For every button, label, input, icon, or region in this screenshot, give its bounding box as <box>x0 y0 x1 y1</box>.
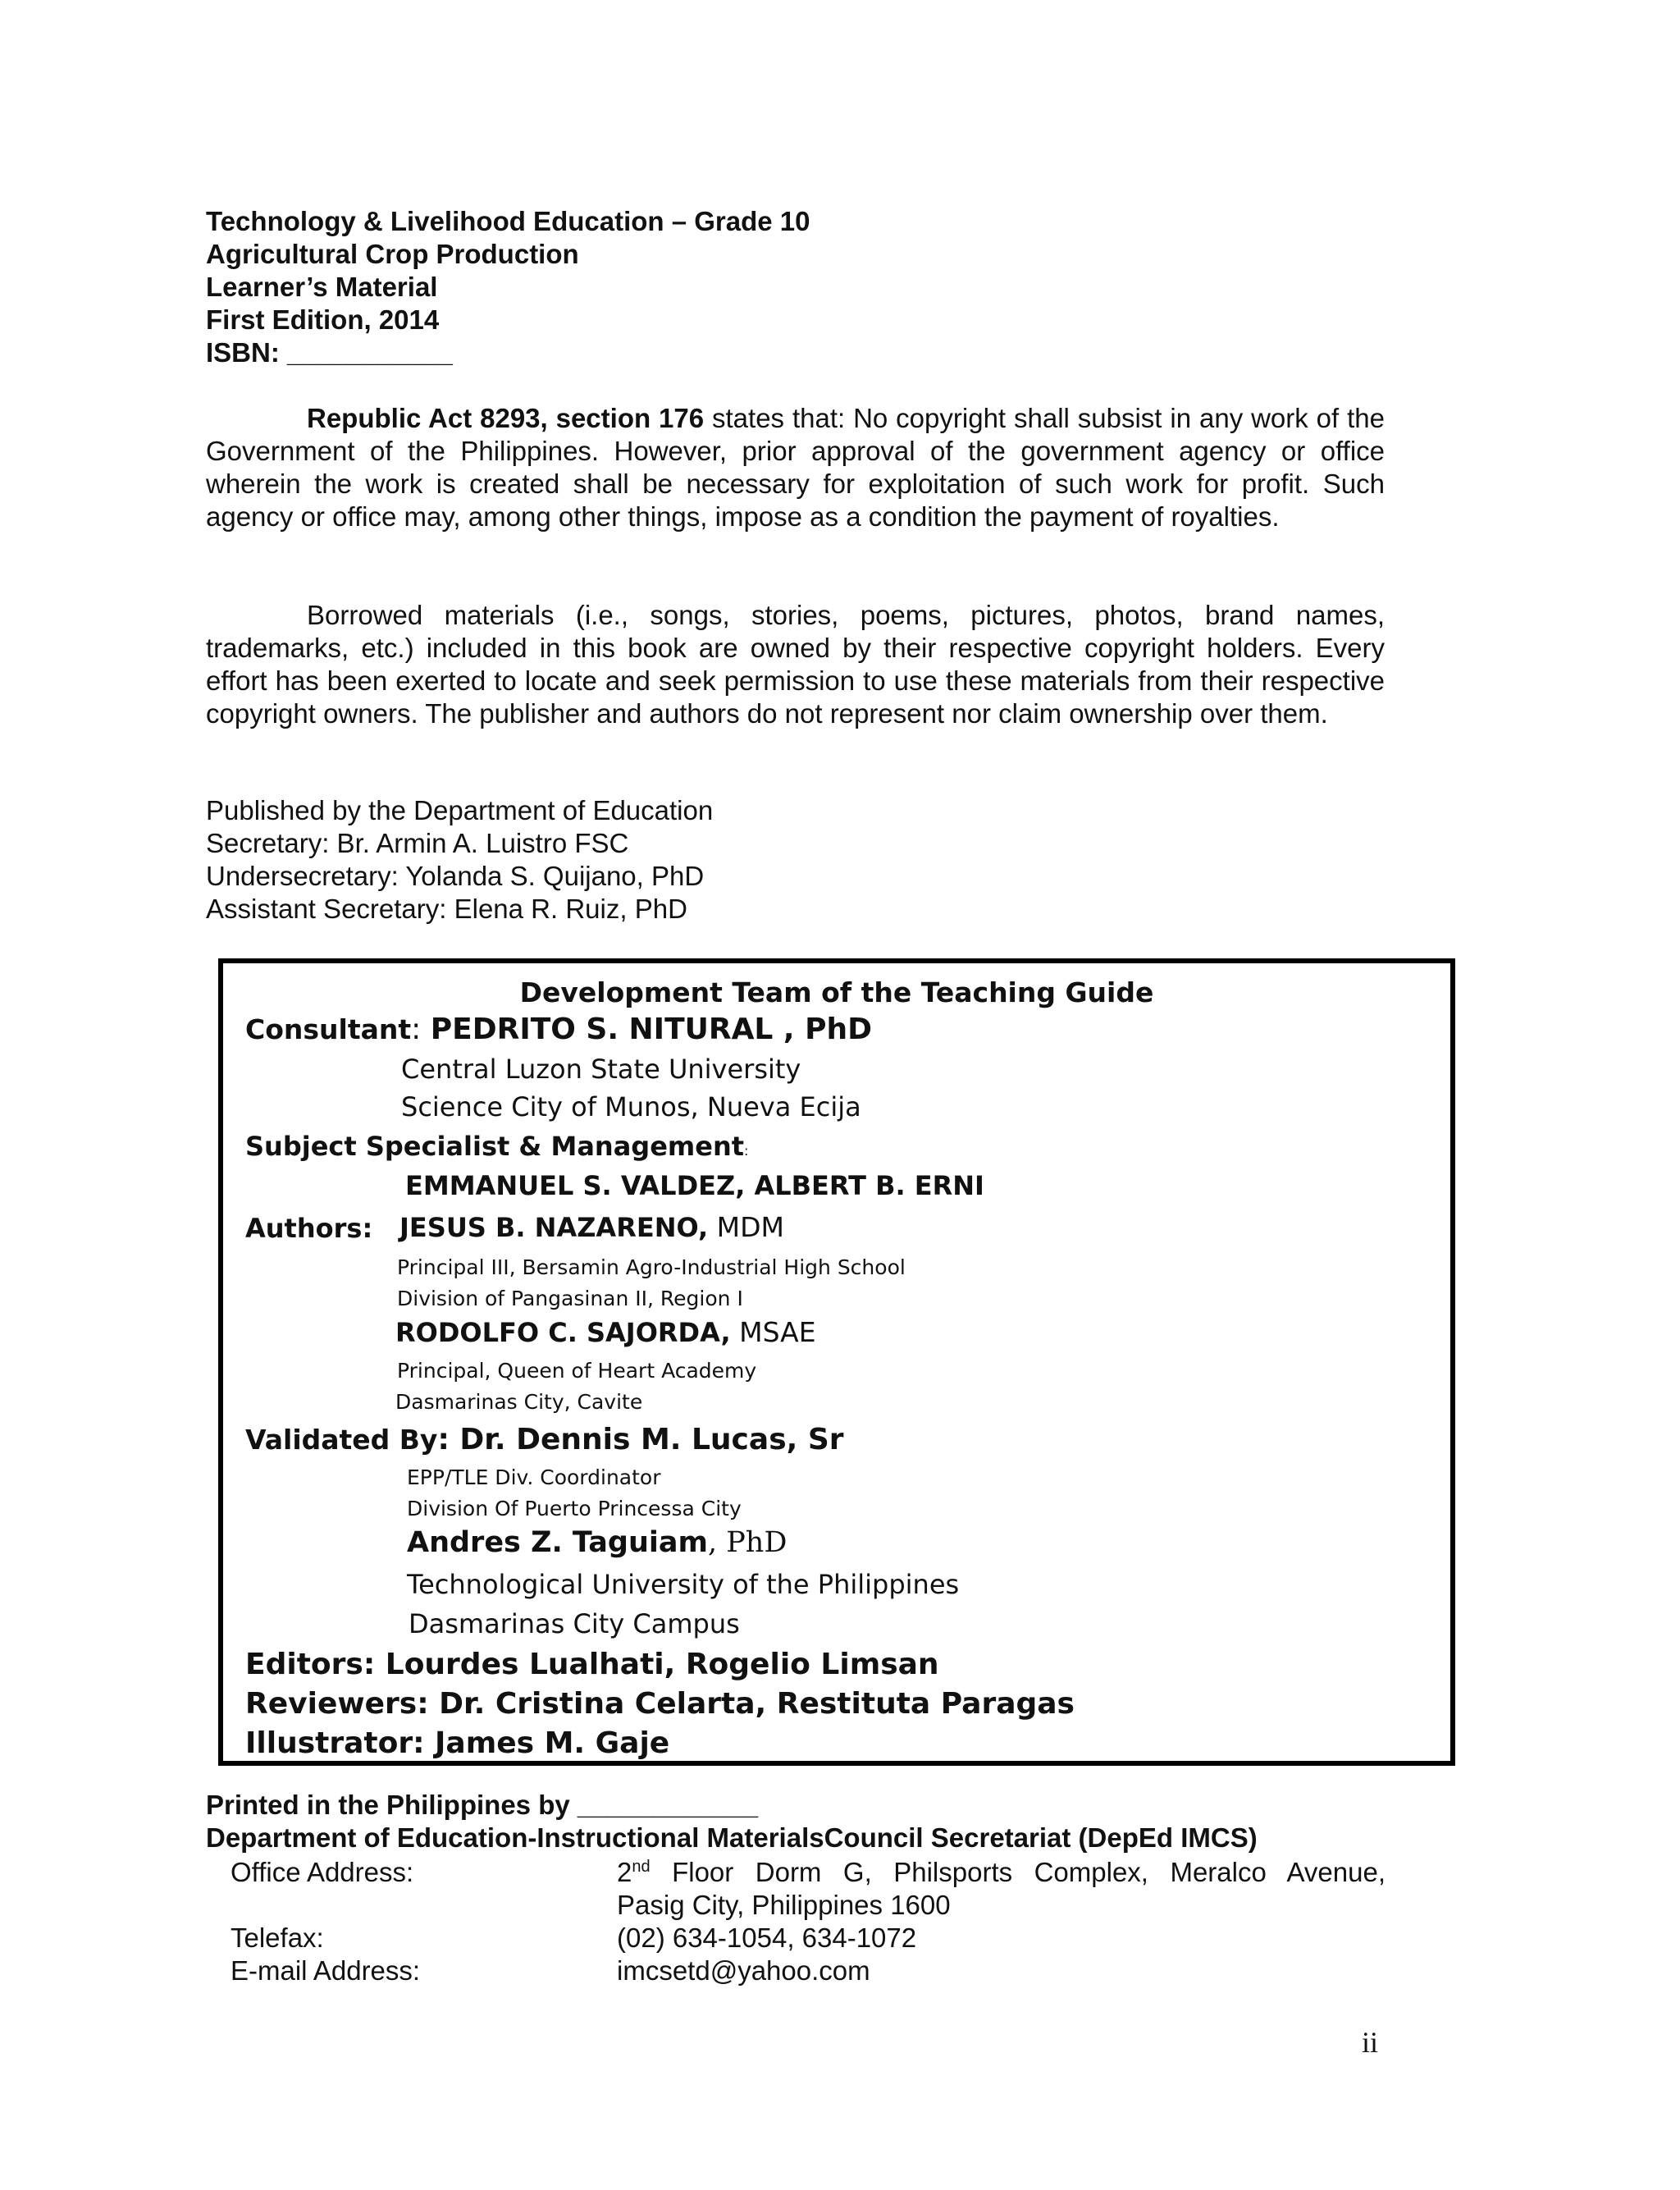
validator-1-affiliation-2: Division Of Puerto Princessa City <box>407 1497 742 1520</box>
reviewers-line <box>245 1687 1075 1721</box>
copyright-text: states that: No copyright shall subsist in any work of the Government of the Philippines. However, prior approval of the government agency or office wherein the work is created shall be necessary for exploitation of such work for profit. Such agency or office may, among other things, impose as a condition the payment of royalties. <box>206 403 1385 532</box>
author-1-line <box>399 1211 784 1243</box>
edition-line: First Edition, 2014 <box>206 304 440 335</box>
author-2-affiliation-1: Principal, Queen of Heart Academy <box>397 1359 757 1383</box>
validator-2-degree: , PhD <box>707 1526 788 1559</box>
office-address-label: Office Address: <box>231 1857 414 1887</box>
borrowed-materials-text: Borrowed materials (i.e., songs, stories, poems, pictures, photos, brand names, trademarks, etc.) included in this book are owned by their respective copyright holders. Every effort has been exerted to locate and seek permission to use these materials from their respective copyright owners. The publisher and authors do not represent nor claim ownership over them. <box>206 600 1385 729</box>
subject-specialist-line: Subject Specialist & Management: <box>245 1131 749 1162</box>
assistant-secretary-line: Assistant Secretary: Elena R. Ruiz, PhD <box>206 894 687 924</box>
telefax-value: (02) 634-1054, 634-1072 <box>617 1923 917 1953</box>
printed-by-line: Printed in the Philippines by ____________ <box>206 1790 759 1820</box>
validator-2-line <box>407 1526 787 1559</box>
book-subject-title: Agricultural Crop Production <box>206 239 579 269</box>
author-2-affiliation-2: Dasmarinas City, Cavite <box>395 1390 643 1414</box>
consultant-name: PEDRITO S. NITURAL , PhD <box>430 1013 873 1046</box>
consultant-label: Consultant <box>245 1013 412 1045</box>
office-address-line-2: Pasig City, Philippines 1600 <box>617 1890 951 1920</box>
material-type: Learner’s Material <box>206 272 438 302</box>
authors-label: Authors: <box>245 1213 373 1244</box>
validator-1-name: : Dr. Dennis M. Lucas, Sr <box>437 1423 844 1456</box>
book-header <box>206 205 810 369</box>
author-1-affiliation-1: Principal III, Bersamin Agro-Industrial High School <box>397 1255 906 1279</box>
publisher-block <box>206 794 713 926</box>
consultant-line: Consultant: PEDRITO S. NITURAL , PhD <box>245 1013 873 1046</box>
author-2-degree: MSAE <box>730 1316 816 1348</box>
email-label: E-mail Address: <box>231 1955 421 1986</box>
undersecretary-line: Undersecretary: Yolanda S. Quijano, PhD <box>206 861 705 891</box>
validated-by-line <box>245 1423 844 1456</box>
copyright-paragraph <box>206 402 1385 533</box>
consultant-affiliation-2: Science City of Munos, Nueva Ecija <box>401 1091 861 1122</box>
book-series-title: Technology & Livelihood Education – Grade 10 <box>206 206 810 236</box>
page-number: ii <box>1362 2026 1379 2059</box>
published-by: Published by the Department of Education <box>206 795 714 825</box>
editors-line: Editors: Lourdes Lualhati, Rogelio Limsan <box>245 1648 939 1681</box>
validator-2-affiliation-1: Technological University of the Philippines <box>407 1569 960 1600</box>
validated-by-label: Validated By <box>245 1424 438 1456</box>
author-2-line <box>395 1316 816 1348</box>
author-1-degree: MDM <box>708 1211 784 1243</box>
subject-specialist-names: EMMANUEL S. VALDEZ, ALBERT B. ERNI <box>405 1170 984 1201</box>
author-2-name: RODOLFO C. SAJORDA, <box>395 1317 731 1348</box>
illustrator-line: Illustrator: James M. Gaje <box>245 1726 670 1760</box>
consultant-affiliation-1: Central Luzon State University <box>401 1054 801 1085</box>
telefax-label: Telefax: <box>231 1923 324 1953</box>
isbn-line: ISBN: ___________ <box>206 337 453 368</box>
secretary-line: Secretary: Br. Armin A. Luistro FSC <box>206 828 629 858</box>
borrowed-materials-paragraph <box>206 599 1385 730</box>
validator-2-affiliation-2: Dasmarinas City Campus <box>409 1608 740 1639</box>
printing-block <box>206 1789 1258 1854</box>
development-team-box <box>218 958 1455 1766</box>
reviewers-names: : Dr. Cristina Celarta, Restituta Paragas <box>417 1687 1075 1721</box>
author-1-affiliation-2: Division of Pangasinan II, Region I <box>397 1287 743 1310</box>
validator-2-name: Andres Z. Taguiam <box>407 1526 708 1559</box>
email-value: imcsetd@yahoo.com <box>617 1955 870 1986</box>
reviewers-label: Reviewers <box>245 1687 418 1721</box>
validator-1-affiliation-1: EPP/TLE Div. Coordinator <box>407 1465 661 1489</box>
development-team-title: Development Team of the Teaching Guide <box>519 976 1154 1008</box>
office-address-line-1: 2nd Floor Dorm G, Philsports Complex, Meralco Avenue, <box>617 1857 1386 1887</box>
imcs-line: Department of Education-Instructional MaterialsCouncil Secretariat (DepEd IMCS) <box>206 1822 1258 1853</box>
republic-act-reference: Republic Act 8293, section 176 <box>307 403 705 433</box>
subject-specialist-label: Subject Specialist & Management <box>245 1131 745 1162</box>
author-1-name: JESUS B. NAZARENO, <box>399 1212 709 1243</box>
